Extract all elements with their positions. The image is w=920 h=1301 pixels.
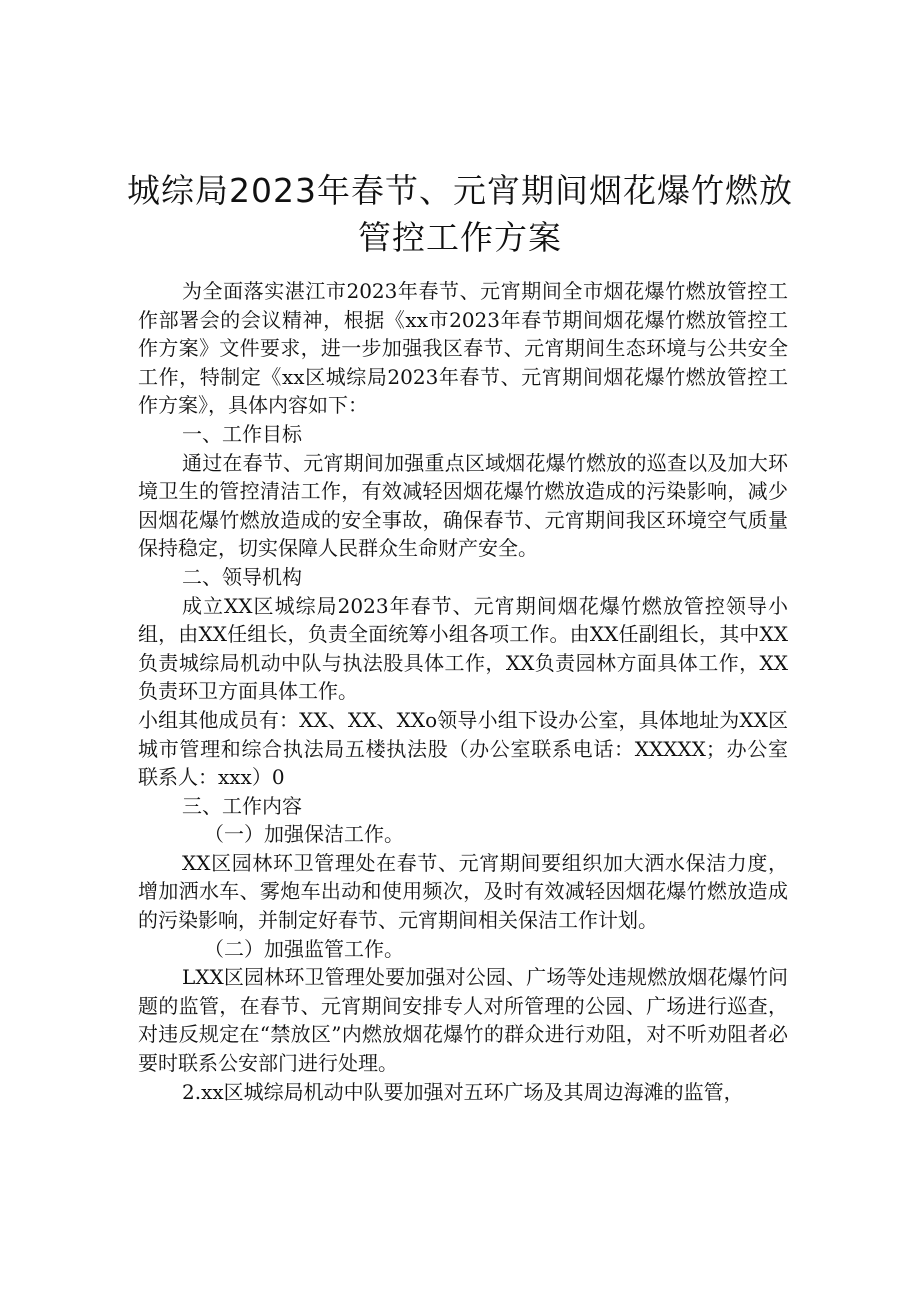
section-heading-work: 三、工作内容 (182, 793, 302, 818)
section-heading-leadership: 二、领导机构 (182, 564, 302, 589)
goals-paragraph: 通过在春节、元宵期间加强重点区域烟花爆竹燃放的巡查以及加大环境卫生的管控清洁工作，有效减轻因烟花爆竹燃放造成的污染影响，减少因烟花爆竹燃放造成的安全事故，确保春节、元宵期间我区环境空气质量保持稳定，切实保障人民群众生命财产安全。 (138, 450, 788, 561)
supervision-paragraph-2: 2.xx区城综局机动中队要加强对五环广场及其周边海滩的监管， (182, 1079, 744, 1104)
leadership-paragraph: 成立XX区城综局2023年春节、元宵期间烟花爆竹燃放管控领导小组，由XX任组长，负责全面统筹小组各项工作。由XX任副组长，其中XX负责城综局机动中队与执法股具体工作，XX负责园林方面具体工作，XX负责环卫方面具体工作。 (138, 593, 788, 704)
document-body (138, 277, 788, 1106)
subsection-heading-cleaning: （一）加强保洁工作。 (204, 822, 404, 847)
supervision-paragraph-1: LXX区园林环卫管理处要加强对公园、广场等处违规燃放烟花爆竹问题的监管，在春节、元宵期间安排专人对所管理的公园、广场进行巡查，对违反规定在“禁放区”内燃放烟花爆竹的群众进行劝阻，对不听劝阻者必要时联系公安部门进行处理。 (138, 965, 788, 1076)
document-title-line-1: 城综局2023年春节、元宵期间烟花爆竹燃放 (127, 171, 793, 210)
section-heading-goals: 一、工作目标 (182, 421, 302, 446)
cleaning-paragraph: XX区园林环卫管理处在春节、元宵期间要组织加大洒水保洁力度，增加洒水车、雾炮车出动和使用频次，及时有效减轻因烟花爆竹燃放造成的污染影响，并制定好春节、元宵期间相关保洁工作计划。 (138, 850, 788, 933)
members-paragraph: 小组其他成员有：XX、XX、XXo领导小组下设办公室，具体地址为XX区城市管理和综合执法局五楼执法股（办公室联系电话：XXXXX；办公室联系人：xxx）0 (138, 707, 788, 790)
document-title-line-2: 管控工作方案 (358, 218, 562, 257)
intro-paragraph: 为全面落实湛江市2023年春节、元宵期间全市烟花爆竹燃放管控工作部署会的会议精神，根据《xx市2023年春节期间烟花爆竹燃放管控工作方案》文件要求，进一步加强我区春节、元宵期间生态环境与公共安全工作，特制定《xx区城综局2023年春节、元宵期间烟花爆竹燃放管控工作方案》，具体内容如下： (138, 279, 788, 418)
subsection-heading-supervision: （二）加强监管工作。 (204, 936, 404, 961)
